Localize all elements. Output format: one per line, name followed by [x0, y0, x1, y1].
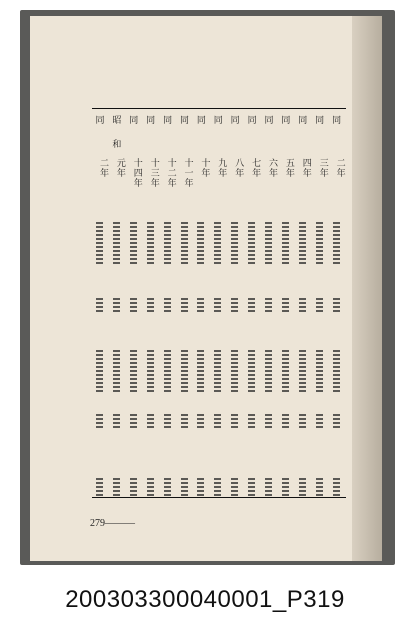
column-year: 十三年	[148, 158, 159, 188]
table-cell-mark	[333, 298, 340, 314]
table-cell-mark	[214, 478, 221, 496]
table-cell-mark	[265, 298, 272, 314]
table-cell-mark	[130, 298, 137, 314]
column-header	[329, 116, 345, 126]
table-cell-mark	[282, 222, 289, 264]
column-era: 同	[179, 116, 189, 126]
table-cell-mark	[197, 350, 204, 392]
table-cell-mark	[181, 414, 188, 430]
table-cell-mark	[113, 478, 120, 496]
table-cell-mark	[130, 222, 137, 264]
column-year: 八年	[233, 158, 244, 178]
column-header	[92, 116, 108, 126]
table-cell-mark	[333, 414, 340, 430]
table-cell-mark	[282, 414, 289, 430]
table-cell-mark	[197, 298, 204, 314]
column-header	[312, 116, 328, 126]
column-era: 同	[264, 116, 274, 126]
image-caption: 200303300040001_P319	[65, 586, 345, 613]
column-era: 同	[247, 116, 257, 126]
column-era: 同	[332, 116, 342, 126]
table-cell-mark	[197, 222, 204, 264]
document-page	[30, 16, 382, 561]
table-cell-mark	[96, 414, 103, 430]
table-cell-mark	[231, 350, 238, 392]
table-cell-mark	[265, 414, 272, 430]
column-era: 同	[298, 116, 308, 126]
table-cell-mark	[265, 222, 272, 264]
table-cell-mark	[231, 478, 238, 496]
table-cell-mark	[181, 478, 188, 496]
column-year: 四年	[300, 158, 311, 178]
table-cell-mark	[147, 414, 154, 430]
column-header	[227, 116, 243, 126]
table-cell-mark	[248, 414, 255, 430]
table-cell-mark	[282, 350, 289, 392]
column-year: 十二年	[165, 158, 176, 188]
table-cell-mark	[96, 222, 103, 264]
column-era: 同	[315, 116, 325, 126]
column-year: 九年	[216, 158, 227, 178]
table-cell-mark	[282, 298, 289, 314]
column-era: 同	[95, 116, 105, 126]
table-cell-mark	[147, 298, 154, 314]
column-era: 同	[146, 116, 156, 126]
table-cell-mark	[164, 298, 171, 314]
table-cell-mark	[316, 298, 323, 314]
table-cell-mark	[197, 478, 204, 496]
table-cell-mark	[231, 222, 238, 264]
column-header	[295, 116, 311, 126]
column-year: 元年	[114, 158, 125, 178]
table-cell-mark	[214, 350, 221, 392]
table-cell-mark	[231, 414, 238, 430]
page-edge-shadow	[352, 16, 382, 561]
column-era: 同	[129, 116, 139, 126]
table-cell-mark	[299, 298, 306, 314]
table-cell-mark	[147, 478, 154, 496]
table-cell-mark	[197, 414, 204, 430]
table-cell-mark	[231, 298, 238, 314]
column-era: 昭	[112, 116, 122, 126]
table-cell-mark	[316, 478, 323, 496]
table-cell-mark	[248, 298, 255, 314]
column-header	[261, 116, 277, 126]
table-cell-mark	[248, 350, 255, 392]
column-era: 同	[281, 116, 291, 126]
table-cell-mark	[333, 350, 340, 392]
table-cell-mark	[248, 222, 255, 264]
table-cell-mark	[316, 350, 323, 392]
column-header	[126, 116, 142, 126]
table-cell-mark	[147, 350, 154, 392]
column-year: 十四年	[131, 158, 142, 188]
table-cell-mark	[333, 222, 340, 264]
column-era: 同	[163, 116, 173, 126]
table-cell-mark	[299, 478, 306, 496]
table-cell-mark	[214, 414, 221, 430]
table-bottom-rule	[92, 497, 346, 498]
table-cell-mark	[164, 222, 171, 264]
table-cell-mark	[164, 350, 171, 392]
table-cell-mark	[164, 478, 171, 496]
table-cell-mark	[96, 298, 103, 314]
column-header	[278, 116, 294, 126]
table-cell-mark	[181, 298, 188, 314]
column-year: 七年	[250, 158, 261, 178]
table-cell-mark	[130, 350, 137, 392]
column-header	[177, 116, 193, 126]
table-cell-mark	[96, 478, 103, 496]
table-cell-mark	[333, 478, 340, 496]
table-top-rule	[92, 108, 346, 109]
column-header	[244, 116, 260, 126]
table-cell-mark	[164, 414, 171, 430]
table-cell-mark	[181, 222, 188, 264]
column-year: 十年	[199, 158, 210, 178]
table-cell-mark	[147, 222, 154, 264]
table-cell-mark	[265, 478, 272, 496]
table-cell-mark	[214, 222, 221, 264]
column-era: 同	[213, 116, 223, 126]
column-year: 二年	[334, 158, 345, 178]
table-cell-mark	[316, 414, 323, 430]
column-year: 十一年	[182, 158, 193, 188]
table-cell-mark	[113, 350, 120, 392]
table-cell-mark	[214, 298, 221, 314]
table-cell-mark	[316, 222, 323, 264]
table-cell-mark	[130, 414, 137, 430]
column-header	[143, 116, 159, 126]
column-year: 五年	[283, 158, 294, 178]
table-cell-mark	[113, 298, 120, 314]
column-header	[193, 116, 209, 126]
column-year: 三年	[317, 158, 328, 178]
table-cell-mark	[265, 350, 272, 392]
column-header	[160, 116, 176, 126]
column-year: 六年	[267, 158, 277, 178]
table-cell-mark	[282, 478, 289, 496]
table-cell-mark	[130, 478, 137, 496]
table-cell-mark	[113, 414, 120, 430]
table-cell-mark	[248, 478, 255, 496]
page-number: 279———	[90, 518, 135, 529]
table-cell-mark	[299, 414, 306, 430]
column-header	[109, 116, 125, 150]
table-cell-mark	[181, 350, 188, 392]
table-cell-mark	[299, 350, 306, 392]
table-cell-mark	[96, 350, 103, 392]
column-era: 同	[196, 116, 206, 126]
table-cell-mark	[113, 222, 120, 264]
column-era-mid: 和	[112, 140, 122, 150]
column-header	[210, 116, 226, 126]
column-year: 二年	[98, 158, 108, 178]
table-cell-mark	[299, 222, 306, 264]
column-era: 同	[230, 116, 240, 126]
